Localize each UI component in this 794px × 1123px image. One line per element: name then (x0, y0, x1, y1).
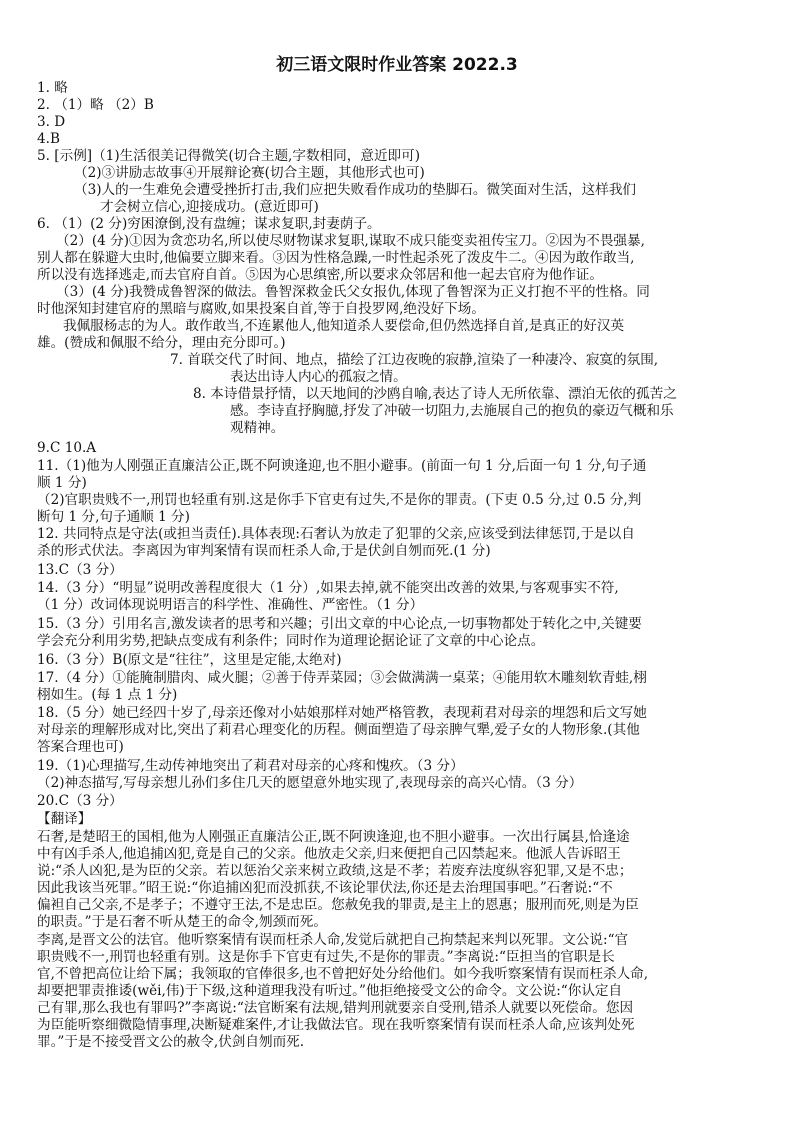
text-line: 栩如生。(每 1 点 1 分) (37, 687, 178, 703)
text-line: 15.（3 分）引用名言,激发读者的思考和兴趣；引出文章的中心论点,一切事物都处于转化之中,关键要 (37, 616, 642, 632)
text-line: 4.B (37, 131, 60, 147)
text-line: 中有凶手杀人,他追捕凶犯,竟是自己的父亲。他放走父亲,归来便把自己囚禁起来。他派人告诉昭王 (37, 846, 621, 862)
text-line: 答案合理也可) (37, 739, 124, 755)
text-line: 2. （1）略 （2）B (37, 97, 154, 113)
text-line: 观精神。 (230, 420, 285, 436)
text-line: 14.（3 分）“明显”说明改善程度很大（1 分）,如果去掉,就不能突出改善的效果,与客观事实不符, (37, 580, 619, 596)
text-line: 12. 共同特点是守法(或担当责任).具体表现:石奢认为放走了犯罪的父亲,应该受到法律惩罚,于是以自 (37, 526, 635, 542)
text-line: 顺 1 分) (37, 475, 87, 491)
text-line: 偏袒自己父亲,不是孝子；不遵守王法,不是忠臣。您赦免我的罪责,是主上的恩惠；服刑而死,则是为臣 (37, 897, 639, 913)
text-line: 罪。”于是不接受晋文公的赦令,伏剑自刎而死. (37, 1034, 305, 1050)
text-line: 雄。(赞成和佩服不给分，理由充分即可。) (37, 335, 286, 351)
text-line: 3. D (37, 114, 66, 130)
text-line: 表达出诗人内心的孤寂之情。 (230, 369, 407, 385)
text-line: 学会充分利用劣势,把缺点变成有利条件；同时作为道理论据论证了文章的中心论点。 (37, 633, 545, 649)
text-line: 职贵贱不一,刑罚也轻重有别。这是你手下官吏有过失,不是你的罪责。”李离说:“臣担当的官职是长 (37, 949, 615, 965)
text-line: 石奢,是楚昭王的国相,他为人刚强正直廉洁公正,既不阿谀逢迎,也不胆小避事。一次出行属县,恰逢途 (37, 829, 630, 845)
text-line: 我佩服杨志的为人。敢作敢当,不连累他人,他知道杀人要偿命,但仍然选择自首,是真正的好汉英 (63, 318, 625, 334)
text-line: 16.（3 分）B(原文是“往往”，这里是定能,太绝对) (37, 652, 342, 668)
text-line: 8. 本诗借景抒情，以天地间的沙鸥自喻,表达了诗人无所依靠、漂泊无依的孤苦之 (193, 386, 677, 402)
text-line: 7. 首联交代了时间、地点，描绘了江边夜晚的寂静,渲染了一种凄冷、寂寞的氛围, (170, 352, 659, 368)
text-line: （2）(4 分)①因为贪恋功名,所以使尽财物谋求复职,谋取不成只能变卖祖传宝刀。②因为不畏强暴, (56, 233, 645, 249)
text-line: （2)官职贵贱不一,刑罚也轻重有别.这是你手下官吏有过失,不是你的罪责。(下吏 0.5 分,过 0.5 分,判 (37, 492, 642, 508)
text-line: 己有罪,那么我也有罪吗?”李离说:“法官断案有法规,错判刑就要亲自受刑,错杀人就要以死偿命。您因 (37, 1000, 634, 1016)
text-line: 9.C 10.A (37, 440, 97, 456)
text-line: 13.C（3 分） (37, 562, 123, 578)
text-line: 的职责。”于是石奢不听从楚王的命令,刎颈而死。 (37, 914, 327, 930)
text-line: （2)神态描写,写母亲想儿孙们多住几天的愿望意外地实现了,表现母亲的高兴心情。（3 分） (37, 775, 583, 791)
text-line: 却要把罪责推诿(wěi,伟)于下级,这种道理我没有听过。”他拒绝接受文公的命令。文公说:“你认定自 (37, 983, 623, 999)
text-line: 18.（5 分）她已经四十岁了,母亲还像对小姑娘那样对她严格管教，表现莉君对母亲的埋怨和后文写她 (37, 705, 647, 721)
text-line: （2)③讲励志故事④开展辩论赛(切合主题，其他形式也可) (74, 165, 425, 181)
text-line: 为臣能听察细微隐情事理,决断疑难案件,才让我做法官。现在我听察案情有误而枉杀人命,应该判处死 (37, 1017, 635, 1033)
text-line: （1 分）改词体现说明语言的科学性、准确性、严密性。（1 分） (37, 597, 424, 613)
text-line: 杀的形式伏法。李离因为审判案情有误而枉杀人命,于是伏剑自刎而死.(1 分) (37, 543, 491, 559)
text-line: 别人都在躲避大虫时,他偏要立脚来看。③因为性格急躁,一时性起杀死了泼皮牛二。④因为敢作敢当, (37, 250, 635, 266)
text-line: 断句 1 分,句子通顺 1 分) (37, 509, 190, 525)
text-line: 时他深知封建官府的黑暗与腐败,如果投案自首,等于自投罗网,绝没好下场。 (37, 301, 485, 317)
text-line: 官,不曾把高位让给下属；我领取的官俸很多,也不曾把好处分给他们。如今我听察案情有误而枉杀人命, (37, 966, 649, 982)
text-line: 17.（4 分）①能腌制腊肉、咸火腿；②善于侍弄菜园；③会做满满一桌菜；④能用软木雕刻软青蛙,栩 (37, 670, 647, 686)
text-line: 感。李诗直抒胸臆,抒发了冲破一切阻力,去施展自己的抱负的豪迈气概和乐 (230, 403, 674, 419)
text-line: 李离,是晋文公的法官。他听察案情有误而枉杀人命,发觉后就把自己拘禁起来判以死罪。文公说:“官 (37, 932, 629, 948)
text-line: 对母亲的理解形成对比,突出了莉君心理变化的历程。侧面塑造了母亲脾气犟,爱子女的人物形象.(其他 (37, 722, 640, 738)
section-heading: 【翻译】 (37, 811, 92, 827)
text-line: （3)人的一生难免会遭受挫折打击,我们应把失败看作成功的垫脚石。微笑面对生活，这样我们 (74, 182, 637, 198)
text-line: 说:“杀人凶犯,是为臣的父亲。若以惩治父亲来树立政绩,这是不孝；若废弃法度纵容犯罪,又是不忠； (37, 863, 633, 879)
text-line: 所以没有选择逃走,而去官府自首。⑤因为心思缜密,所以要求众邻居和他一起去官府为他作证。 (37, 267, 603, 283)
text-line: （3）(4 分)我赞成鲁智深的做法。鲁智深救金氏父女报仇,体现了鲁智深为正义打抱不平的性格。同 (56, 284, 650, 300)
text-line: 因此我该当死罪。”昭王说:“你追捕凶犯而没抓获,不该论罪伏法,你还是去治理国事吧。”石奢说:“不 (37, 880, 613, 896)
text-line: 才会树立信心,迎接成功。(意近即可) (100, 199, 319, 215)
text-line: 6. （1）(2 分)穷困潦倒,没有盘缠；谋求复职,封妻荫子。 (37, 216, 381, 232)
text-line: 20.C（3 分） (37, 793, 123, 809)
text-line: 5. [示例]（1)生活很美记得微笑(切合主题,字数相同，意近即可) (37, 148, 421, 164)
text-line: 1. 略 (37, 80, 68, 96)
text-line: 11.（1)他为人刚强正直廉洁公正,既不阿谀逢迎,也不胆小避事。(前面一句 1 分,后面一句 1 分,句子通 (37, 458, 647, 474)
text-line: 19.（1)心理描写,生动传神地突出了莉君对母亲的心疼和愧疚。（3 分） (37, 758, 464, 774)
document-title: 初三语文限时作业答案 2022.3 (276, 55, 518, 75)
